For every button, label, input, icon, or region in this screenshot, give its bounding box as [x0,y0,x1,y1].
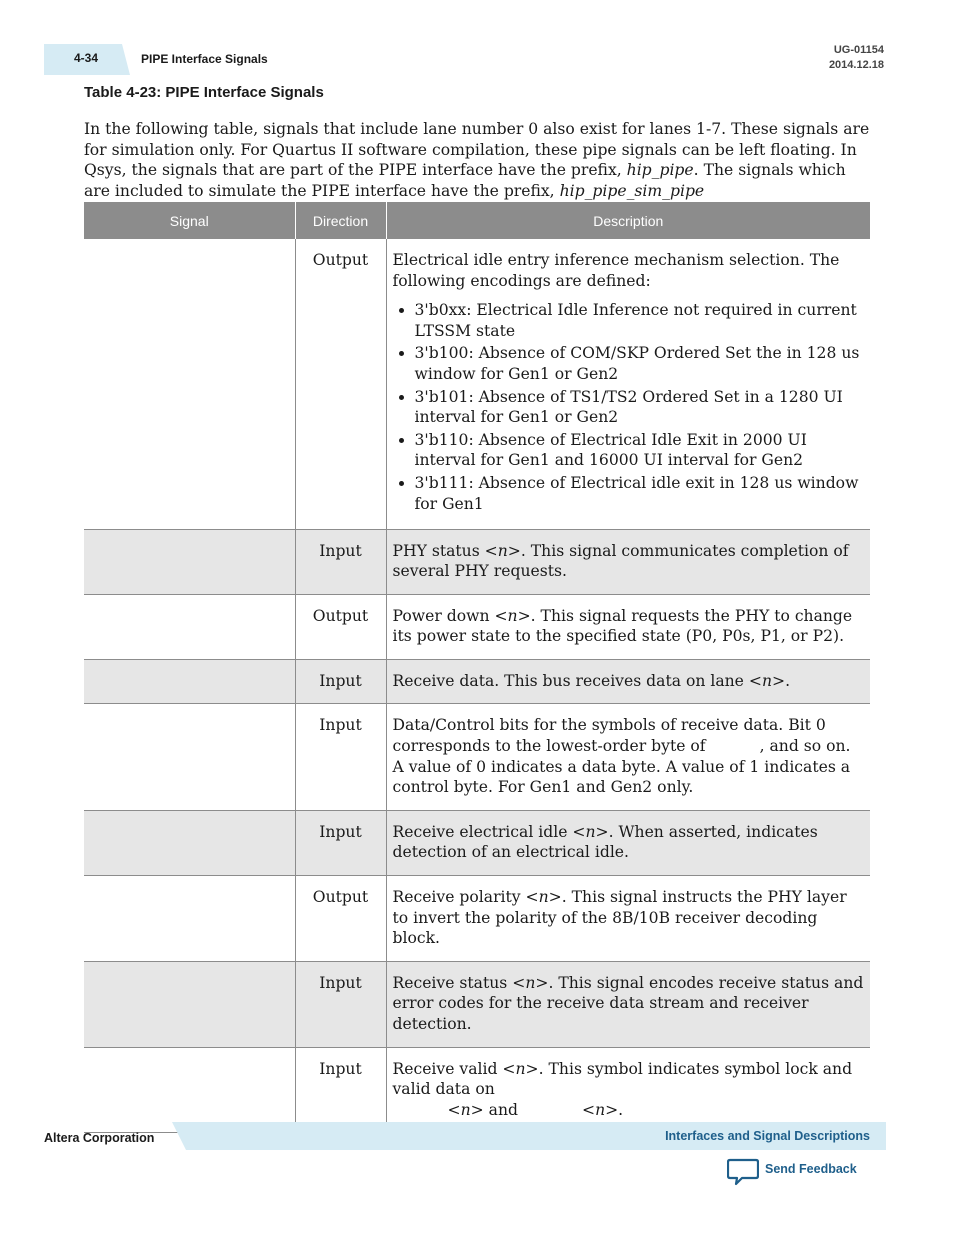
signal-cell [84,704,295,810]
footer-company: Altera Corporation [44,1131,155,1145]
table-row [84,1047,870,1133]
description-cell: Receive status <n>. This signal encodes receive status and error codes for the receive data stream and receiver detection. [386,961,870,1047]
direction-cell: Input [295,659,386,704]
table-caption: Table 4-23: PIPE Interface Signals [84,84,324,101]
signal-cell [84,529,295,594]
list-item: • 3'b100: Absence of COM/SKP Ordered Set the in 128 us window for Gen1 or Gen2 [415,343,865,384]
signal-cell [84,239,295,529]
table-row [84,239,870,529]
intro-text-1: In the following table, signals that include lane number 0 also exist for lanes 1-7. These signals are for simulation only. For Quartus II software compilation, these pipe signals can be left floating. In Qsys, the signals that are part of the PIPE interface have the prefix, [84,120,870,180]
pipe-signals-table [84,202,870,1133]
list-item: • 3'b0xx: Electrical Idle Inference not required in current LTSSM state [415,300,865,341]
direction-cell: Input [295,704,386,810]
list-item: • 3'b101: Absence of TS1/TS2 Ordered Set in a 1280 UI interval for Gen1 or Gen2 [415,387,865,428]
doc-date: 2014.12.18 [828,59,884,71]
signal-cell [84,659,295,704]
table-header-row [84,202,870,239]
table-row [84,659,870,704]
description-text: Electrical idle entry inference mechanism selection. The following encodings are defined: [392,251,840,290]
footer-chapter-link[interactable]: Interfaces and Signal Descriptions [665,1129,870,1143]
table-row [84,810,870,875]
signal-cell [84,810,295,875]
table-row [84,704,870,810]
description-cell: Receive polarity <n>. This signal instructs the PHY layer to invert the polarity of the 8B/10B receiver decoding block. [386,876,870,962]
signal-cell [84,961,295,1047]
direction-cell: Input [295,1047,386,1133]
prefix-hip-pipe: hip_pipe [626,161,694,180]
direction-cell: Output [295,239,386,529]
table-row [84,961,870,1047]
table-row [84,876,870,962]
description-cell: Receive electrical idle <n>. When asserted, indicates detection of an electrical idle. [386,810,870,875]
header-description: Description [386,202,870,239]
table-row [84,529,870,594]
description-cell: Receive valid <n>. This symbol indicates symbol lock and valid data on <n> and <n>. [386,1047,870,1133]
description-cell: Receive data. This bus receives data on lane <n>. [386,659,870,704]
direction-cell: Input [295,810,386,875]
direction-cell: Input [295,529,386,594]
description-cell: Data/Control bits for the symbols of receive data. Bit 0 corresponds to the lowest-order byte of , and so on. A value of 0 indicates a data byte. A value of 1 indicates a control byte. For Gen1 and Gen2 only. [386,704,870,810]
direction-cell: Input [295,961,386,1047]
list-item: • 3'b110: Absence of Electrical Idle Exit in 2000 UI interval for Gen1 and 16000 UI interval for Gen2 [415,430,865,471]
intro-paragraph [84,119,874,201]
page-number: 4-34 [74,51,99,65]
signal-cell [84,594,295,659]
doc-id-number: UG-01154 [833,44,884,56]
description-cell: Power down <n>. This signal requests the PHY to change its power state to the specified state (P0, P0s, P1, or P2). [386,594,870,659]
document-id [829,43,884,73]
table-row [84,594,870,659]
signal-cell [84,876,295,962]
encoding-list [393,300,865,514]
speech-bubble-icon[interactable] [727,1158,759,1186]
list-item: • 3'b111: Absence of Electrical idle exit in 128 us window for Gen1 [415,473,865,514]
signal-cell [84,1047,295,1133]
header-signal: Signal [84,202,295,239]
prefix-hip-pipe-sim-pipe: hip_pipe_sim_pipe [559,181,705,200]
intro-text-2: . The signals which are included to simulate the PIPE interface have the prefix, [84,161,846,200]
direction-cell: Output [295,876,386,962]
direction-cell: Output [295,594,386,659]
send-feedback-link[interactable]: Send Feedback [765,1162,857,1176]
description-cell: PHY status <n>. This signal communicates completion of several PHY requests. [386,529,870,594]
running-title: PIPE Interface Signals [141,52,268,66]
description-cell [386,239,870,529]
header-direction: Direction [295,202,386,239]
